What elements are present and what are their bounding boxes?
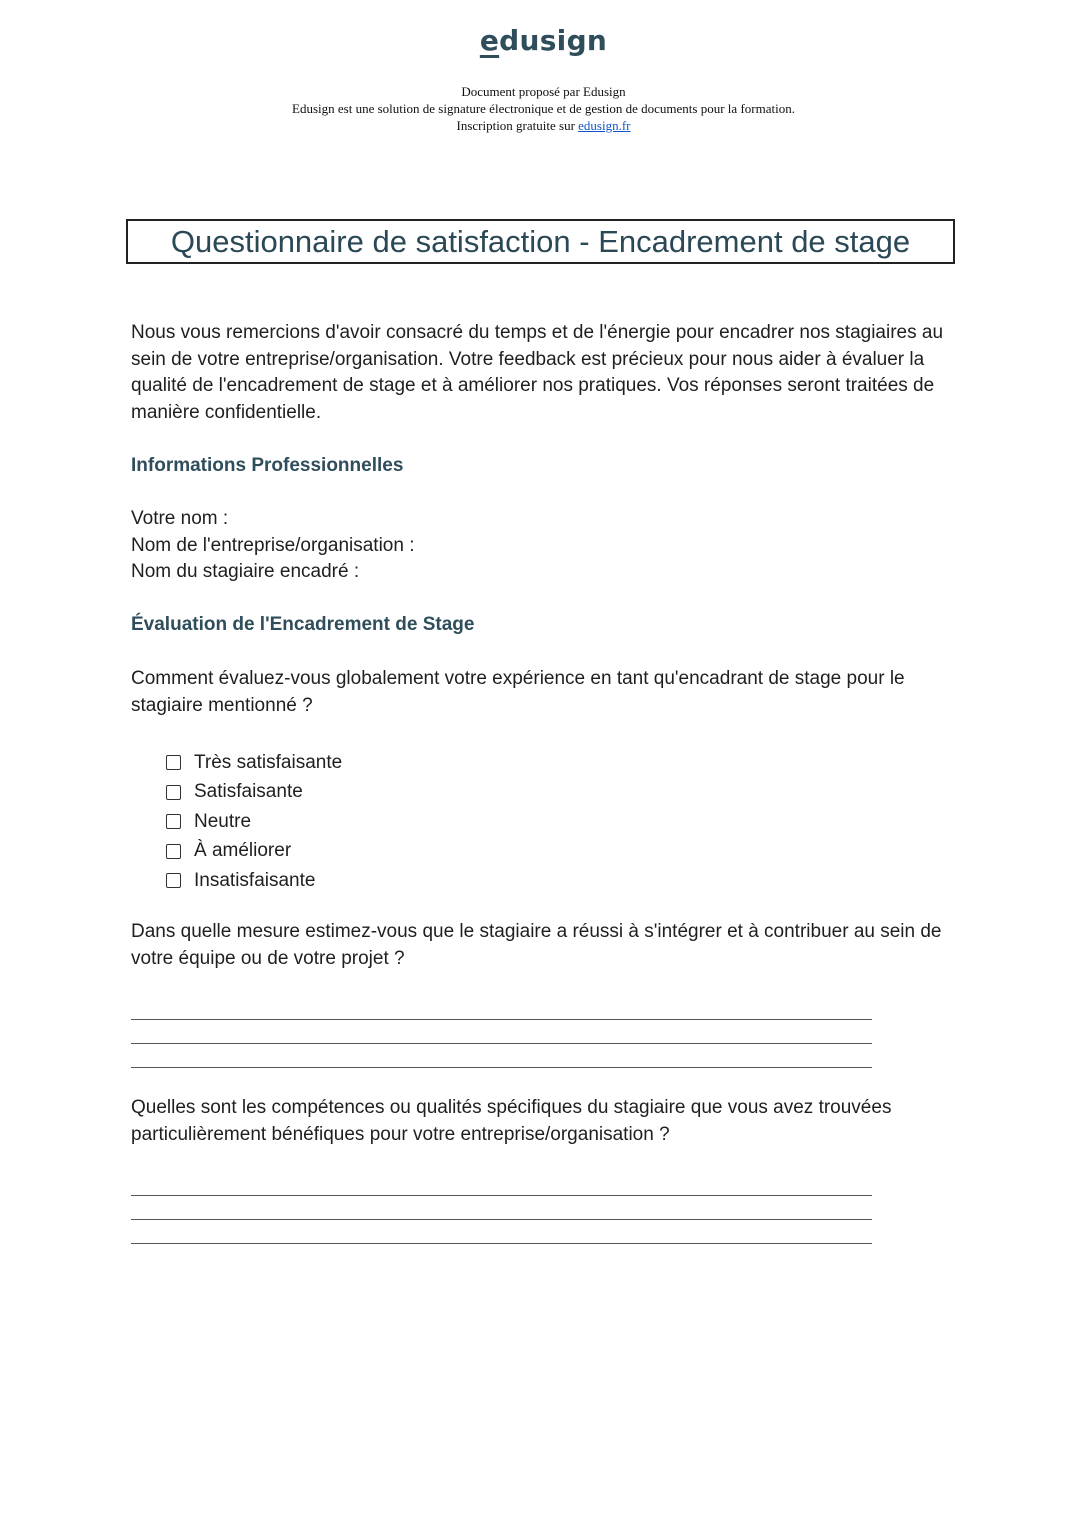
answer-line[interactable] xyxy=(131,1172,872,1196)
edusign-link[interactable]: edusign.fr xyxy=(578,118,631,133)
option-satisfaisante[interactable] xyxy=(166,778,342,808)
option-neutre[interactable] xyxy=(166,807,342,837)
checkbox-icon[interactable] xyxy=(166,873,181,888)
header-line-3 xyxy=(0,117,1087,134)
field-entreprise: Nom de l'entreprise/organisation : xyxy=(131,534,415,556)
logo-text: dusign xyxy=(499,24,608,57)
checkbox-icon[interactable] xyxy=(166,814,181,829)
option-label: Satisfaisante xyxy=(194,781,303,803)
header-line-1: Document proposé par Edusign xyxy=(461,84,626,99)
answer-line[interactable] xyxy=(131,1196,872,1220)
header-line-3-prefix: Inscription gratuite sur xyxy=(456,118,579,133)
field-stagiaire: Nom du stagiaire encadré : xyxy=(131,561,360,582)
answer-line[interactable] xyxy=(131,1220,872,1244)
question-3: Quelles sont les compétences ou qualités spécifiques du stagiaire que vous avez trouvées particulièrement bénéfiques pour votre entreprise/organisation ? xyxy=(131,1097,892,1145)
checkbox-icon[interactable] xyxy=(166,755,181,770)
header-line-2: Edusign est une solution de signature électronique et de gestion de documents pour la formation. xyxy=(292,101,795,116)
answer-line[interactable] xyxy=(131,1020,872,1044)
option-tres-satisfaisante[interactable] xyxy=(166,748,342,778)
option-label: Très satisfaisante xyxy=(194,751,343,773)
option-label: Neutre xyxy=(194,810,252,832)
checkbox-icon[interactable] xyxy=(166,785,181,800)
logo-underlined-letter: e xyxy=(479,24,500,57)
option-a-ameliorer[interactable] xyxy=(166,837,342,867)
answer-line[interactable] xyxy=(131,996,872,1020)
section-title-informations: Informations Professionnelles xyxy=(131,455,404,476)
field-votre-nom: Votre nom : xyxy=(131,508,229,529)
checkbox-icon[interactable] xyxy=(166,844,181,859)
section-title-evaluation: Évaluation de l'Encadrement de Stage xyxy=(131,614,475,635)
professional-fields xyxy=(131,506,961,586)
page-title: Questionnaire de satisfaction - Encadrement de stage xyxy=(170,223,911,259)
question-1: Comment évaluez-vous globalement votre expérience en tant qu'encadrant de stage pour le stagiaire mentionné ? xyxy=(131,668,905,716)
edusign-logo xyxy=(0,24,1087,57)
answer-line[interactable] xyxy=(131,1044,872,1068)
q1-options xyxy=(166,748,342,896)
title-box xyxy=(126,219,955,264)
option-label: À améliorer xyxy=(194,840,292,862)
option-insatisfaisante[interactable] xyxy=(166,866,342,896)
answer-lines-q2[interactable] xyxy=(131,996,872,1068)
option-label: Insatisfaisante xyxy=(194,869,316,891)
answer-lines-q3[interactable] xyxy=(131,1172,872,1244)
question-2: Dans quelle mesure estimez-vous que le stagiaire a réussi à s'intégrer et à contribuer au sein de votre équipe ou de votre projet ? xyxy=(131,921,942,969)
intro-paragraph: Nous vous remercions d'avoir consacré du temps et de l'énergie pour encadrer nos stagiaires au sein de votre entreprise/organisation. Votre feedback est précieux pour nous aider à évaluer la qualité de l'encadrement de stage et à améliorer nos pratiques. Vos réponses seront traitées de manière confidentielle. xyxy=(131,322,944,423)
header-notes xyxy=(0,83,1087,134)
